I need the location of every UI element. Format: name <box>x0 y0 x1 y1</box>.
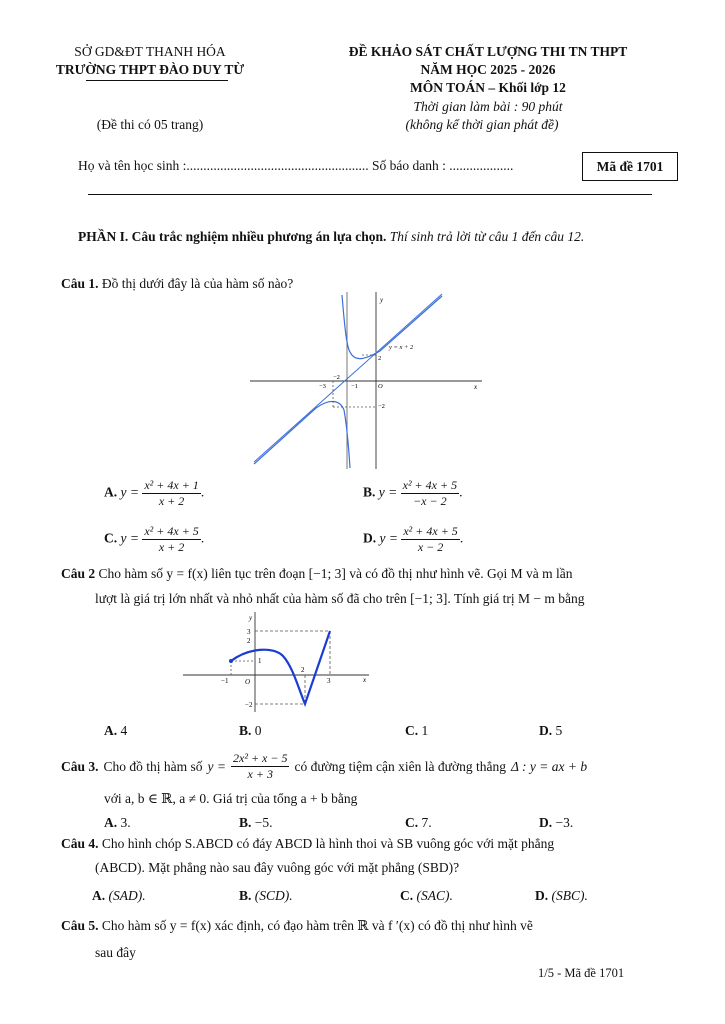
question-4-line2: (ABCD). Mặt phẳng nào sau đây vuông góc với mặt phẳng (SBD)? <box>95 860 460 875</box>
question-5 <box>61 918 533 934</box>
option-letter: B. <box>363 484 376 500</box>
exam-duration: Thời gian làm bài : 90 phút <box>413 99 563 114</box>
fraction-numerator: x² + 4x + 1 <box>144 478 199 492</box>
question-2-line1: Cho hàm số y = f(x) liên tục trên đoạn [−1; 3] và có đồ thị như hình vẽ. Gọi M và m lần <box>98 566 573 581</box>
option-value: 4 <box>120 723 128 738</box>
question-5-label: Câu 5. <box>61 918 99 933</box>
q3-option-c[interactable] <box>405 815 432 831</box>
question-3-fraction <box>231 751 289 782</box>
q4-option-d[interactable] <box>535 888 588 904</box>
question-3-line-eq: Δ : y = ax + b <box>510 758 588 774</box>
question-1 <box>61 276 293 292</box>
question-3-text-b: có đường tiệm cận xiên là đường thẳng <box>294 758 506 774</box>
option-value: −5. <box>254 815 273 830</box>
school-name: TRƯỜNG THPT ĐÀO DUY TỪ <box>55 62 245 77</box>
q1-curve-left-branch <box>254 401 350 468</box>
option-value: (SCD). <box>254 888 293 903</box>
option-letter: D. <box>363 530 377 546</box>
option-letter: B. <box>239 815 252 830</box>
option-fraction <box>142 524 200 555</box>
option-end: . <box>200 484 205 500</box>
q1-tick-neg2: −2 <box>333 374 340 381</box>
q2-curve <box>231 631 330 704</box>
question-2 <box>61 566 572 582</box>
q2-option-d[interactable] <box>539 723 562 739</box>
fraction-denominator: x − 2 <box>417 540 444 554</box>
question-1-text: Đồ thị dưới đây là của hàm số nào? <box>101 276 294 291</box>
q2-tick-y2: 2 <box>247 637 251 645</box>
q4-option-b[interactable] <box>239 888 293 904</box>
q1-y-axis-label: y <box>380 296 384 304</box>
option-lhs: y = <box>378 484 398 500</box>
question-4-label: Câu 4. <box>61 836 99 851</box>
fraction-numerator: x² + 4x + 5 <box>144 524 199 538</box>
option-letter: A. <box>104 484 118 500</box>
option-lhs: y = <box>120 484 139 500</box>
fraction-numerator: 2x² + x − 5 <box>233 751 288 765</box>
student-info-line: Họ và tên học sinh :...................................................... Số báo danh : ................... <box>78 158 514 173</box>
option-letter: D. <box>539 723 553 738</box>
exam-title: ĐỀ KHẢO SÁT CHẤT LƯỢNG THI TN THPT <box>348 44 628 59</box>
q4-option-c[interactable] <box>400 888 453 904</box>
part1-instruction: Thí sinh trả lời từ câu 1 đến câu 12. <box>389 229 585 244</box>
q1-tick-neg1: −1 <box>351 383 358 390</box>
question-3-func-lhs: y = <box>207 758 227 774</box>
option-value: (SAD). <box>108 888 146 903</box>
pages-note: (Đề thi có 05 trang) <box>96 117 204 132</box>
q2-tick-x-neg1: −1 <box>221 677 229 685</box>
option-end: . <box>200 530 205 546</box>
fraction-denominator: x + 3 <box>247 767 273 781</box>
fraction-numerator: x² + 4x + 5 <box>403 524 458 538</box>
q1-origin: O <box>378 383 383 390</box>
option-end: . <box>459 484 463 500</box>
question-5-line2: sau đây <box>95 945 136 960</box>
option-lhs: y = <box>379 530 398 546</box>
q1-option-d[interactable] <box>363 524 463 555</box>
part1-heading <box>78 229 584 245</box>
option-fraction <box>401 524 459 555</box>
subject: MÔN TOÁN – Khối lớp 12 <box>410 80 566 95</box>
department-name: SỞ GD&ĐT THANH HÓA <box>74 44 226 59</box>
option-letter: D. <box>539 815 553 830</box>
option-letter: C. <box>405 723 419 738</box>
q1-option-a[interactable] <box>104 478 204 509</box>
q1-tick-neg3: −3 <box>319 383 326 390</box>
page-footer: 1/5 - Mã đề 1701 <box>538 966 625 980</box>
q2-tick-y-neg2: −2 <box>245 701 253 709</box>
q1-tick-y-neg2: −2 <box>378 403 385 410</box>
question-5-line1: Cho hàm số y = f(x) xác định, có đạo hàm trên ℝ và f ′(x) có đồ thị như hình vẽ <box>101 918 533 933</box>
q2-option-b[interactable] <box>239 723 262 739</box>
option-letter: C. <box>405 815 419 830</box>
q3-option-d[interactable] <box>539 815 573 831</box>
question-3-label: Câu 3. <box>61 758 99 774</box>
q4-option-a[interactable] <box>92 888 146 904</box>
q2-y-axis-label: y <box>249 614 253 622</box>
q1-option-c[interactable] <box>104 524 204 555</box>
q2-tick-x2: 2 <box>301 666 305 674</box>
option-value: 5 <box>555 723 563 738</box>
option-value: 7. <box>421 815 432 830</box>
question-4 <box>61 836 554 852</box>
option-letter: C. <box>104 530 118 546</box>
q2-tick-y3: 3 <box>247 628 251 636</box>
q1-x-axis-label: x <box>474 383 478 391</box>
option-value: (SAC). <box>416 888 453 903</box>
option-lhs: y = <box>120 530 139 546</box>
school-underline <box>86 80 228 81</box>
option-letter: B. <box>239 723 252 738</box>
option-value: 3. <box>120 815 131 830</box>
q1-tick-y2: 2 <box>378 355 382 362</box>
duration-note: (không kể thời gian phát đề) <box>405 117 559 132</box>
exam-code-box: Mã đề 1701 <box>582 152 678 181</box>
fraction-denominator: x + 2 <box>158 540 185 554</box>
q3-option-b[interactable] <box>239 815 273 831</box>
q2-option-a[interactable] <box>104 723 127 739</box>
option-value: 1 <box>421 723 429 738</box>
option-value: 0 <box>254 723 262 738</box>
option-letter: B. <box>239 888 252 903</box>
question-2-label: Câu 2 <box>61 566 96 581</box>
option-value: (SBC). <box>551 888 588 903</box>
option-letter: A. <box>104 815 118 830</box>
option-letter: A. <box>104 723 118 738</box>
part1-title: PHẦN I. Câu trắc nghiệm nhiều phương án lựa chọn. <box>78 229 387 244</box>
question-1-graph <box>250 292 485 469</box>
q2-tick-x3: 3 <box>327 677 331 685</box>
question-1-label: Câu 1. <box>61 276 99 291</box>
option-value: −3. <box>555 815 574 830</box>
option-letter: A. <box>92 888 106 903</box>
question-3-text-a: Cho đồ thị hàm số <box>103 758 203 774</box>
question-2-line2: lượt là giá trị lớn nhất và nhỏ nhất của hàm số đã cho trên [−1; 3]. Tính giá trị M − m bằng <box>95 591 585 606</box>
header-divider <box>88 194 652 195</box>
option-fraction <box>142 478 200 509</box>
q2-origin: O <box>245 678 251 686</box>
question-3 <box>61 751 587 782</box>
school-year: NĂM HỌC 2025 - 2026 <box>420 62 556 77</box>
option-letter: C. <box>400 888 414 903</box>
q1-option-b[interactable] <box>363 478 462 509</box>
option-letter: D. <box>535 888 549 903</box>
question-3-line2: với a, b ∈ ℝ, a ≠ 0. Giá trị của tổng a + b bằng <box>104 791 358 806</box>
q2-x-axis-label: x <box>363 676 367 684</box>
option-end: . <box>459 530 464 546</box>
fraction-denominator: −x − 2 <box>413 494 447 508</box>
q2-option-c[interactable] <box>405 723 428 739</box>
option-fraction <box>401 478 459 509</box>
q1-asymptote-label: y = x + 2 <box>389 344 414 351</box>
q3-option-a[interactable] <box>104 815 131 831</box>
question-2-graph <box>183 612 373 714</box>
q2-tick-y1: 1 <box>258 657 262 665</box>
question-4-line1: Cho hình chóp S.ABCD có đáy ABCD là hình thoi và SB vuông góc với mặt phẳng <box>101 836 555 851</box>
fraction-denominator: x + 2 <box>158 494 185 508</box>
fraction-numerator: x² + 4x + 5 <box>402 478 458 492</box>
